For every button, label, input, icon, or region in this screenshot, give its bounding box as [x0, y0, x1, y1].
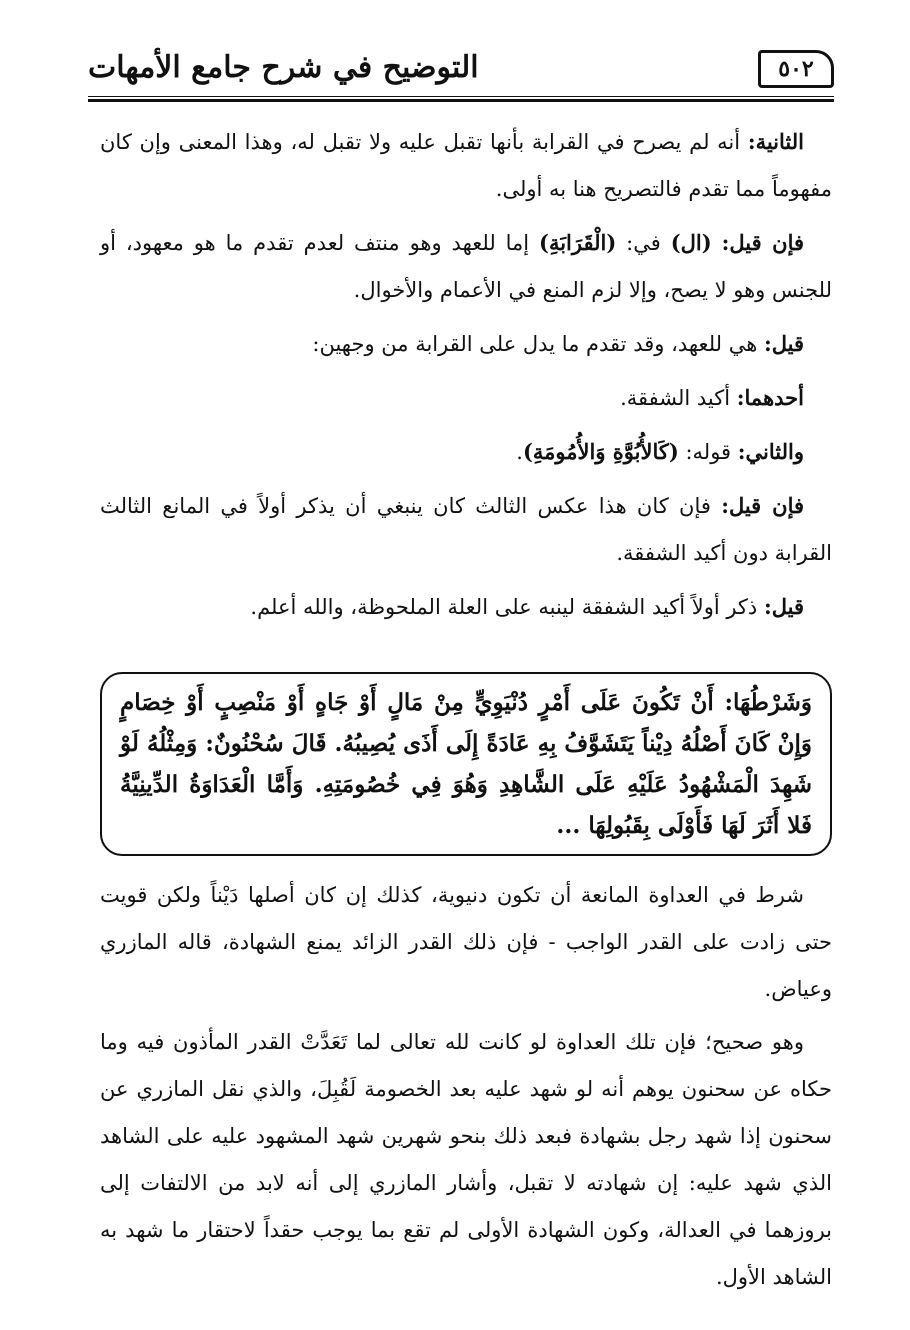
paragraph-label: أحدهما: [736, 385, 804, 410]
matn-text: وَشَرْطُهَا: أَنْ تَكُونَ عَلَى أَمْرٍ دُنْيَوِيٍّ مِنْ مَالٍ أَوْ جَاهٍ أَوْ مَنْصِبٍ أَوْ خِصَامٍ وَإِنْ كَانَ أَصْلُهُ دِيْناً يَتَشَوَّفُ بِهِ عَادَةً إِلَى أَذَى يُصِيبُهُ. قَالَ سُحْنُونٌ: وَمِثْلُهُ لَوْ شَهِدَ الْمَشْهُودُ عَلَيْهِ عَلَى الشَّاهِدِ وَهُوَ فِي خُصُومَتِهِ. وَأَمَّا الْعَدَاوَةُ الدِّينِيَّةُ فَلا أَثَرَ لَهَا فَأَوْلَى بِقَبُولِهَا ... [120, 689, 812, 839]
quoted-term: (الْقَرَابَةِ) [539, 230, 617, 255]
paragraph-label: فإن قيل: [721, 230, 805, 255]
header-rule [88, 99, 834, 102]
quoted-term: (كَالأُبُوَّةِ وَالأُمُومَةِ) [522, 439, 679, 464]
definite-article-term: (ال) [670, 230, 712, 255]
paragraph-label: والثاني: [737, 439, 804, 464]
paragraph-label: قيل: [763, 594, 804, 619]
paragraph-text: هي للعهد، وقد تقدم ما يدل على القرابة من وجهين: [312, 332, 764, 356]
paragraph-text: أكيد الشفقة. [620, 386, 737, 410]
paragraph-objection-1 [100, 219, 832, 314]
paragraph-second-point [100, 428, 832, 476]
page-header [88, 48, 834, 102]
paragraph-tail: . [516, 440, 523, 464]
paragraph-text: فإن كان هذا عكس الثالث كان ينبغي أن يذكر أولاً في المانع الثالث القرابة دون أكيد الشفقة. [100, 494, 832, 565]
paragraph-text: قوله: [678, 440, 738, 464]
matn-box [100, 672, 832, 856]
paragraph-text: إما للعهد وهو منتف لعدم تقدم ما هو معهود، أو للجنس وهو لا يصح، وإلا لزم المنع في الأعمام والأخوال. [100, 231, 832, 302]
paragraph-second [100, 118, 832, 213]
paragraph-label: الثانية: [747, 129, 804, 154]
paragraph-answer-1 [100, 320, 832, 368]
paragraph-text: أنه لم يصرح في القرابة بأنها تقبل عليه ولا تقبل له، وهذا المعنى وإن كان مفهوماً مما تقدم فالتصريح هنا به أولى. [100, 130, 832, 201]
header-rule-thin [88, 96, 834, 97]
paragraph-answer-2 [100, 583, 832, 631]
paragraph-label: فإن قيل: [721, 493, 805, 518]
commentary-lower [100, 872, 832, 1307]
paragraph-first-point [100, 374, 832, 422]
paragraph-space [712, 231, 722, 255]
paragraph-label: قيل: [763, 331, 804, 356]
running-title: التوضيح في شرح جامع الأمهات [88, 50, 479, 85]
commentary-paragraph: وهو صحيح؛ فإن تلك العداوة لو كانت لله تعالى لما تَعَدَّتْ القدر المأذون فيه وما حكاه عن سحنون يوهم أنه لو شهد عليه بعد الخصومة لَقُبِلَ، والذي نقل المازري عن سحنون إذا شهد رجل بشهادة فبعد ذلك بنحو شهرين شهد المشهود عليه على الشاهد الذي شهد عليه: إن شهادته لا تقبل، وأشار المازري إلى أنه لابد من الالتفات إلى بروزهما في العدالة، وكون الشهادة الأولى لم تقع بما يوجب حقداً لاحتقار ما شهد به الشاهد الأول. [100, 1030, 832, 1289]
page-number: ٥٠٢ [778, 56, 814, 82]
paragraph-text: في: [616, 231, 671, 255]
paragraph-text: ذكر أولاً أكيد الشفقة لينبه على العلة الملحوظة، والله أعلم. [250, 595, 764, 619]
page-number-box [758, 50, 834, 88]
commentary-upper [100, 118, 832, 637]
commentary-paragraph: شرط في العداوة المانعة أن تكون دنيوية، كذلك إن كان أصلها دَيْناً ولكن قويت حتى زادت على القدر الواجب - فإن ذلك القدر الزائد يمنع الشهادة، قاله المازري وعياض. [100, 883, 832, 1001]
paragraph-objection-2 [100, 482, 832, 577]
